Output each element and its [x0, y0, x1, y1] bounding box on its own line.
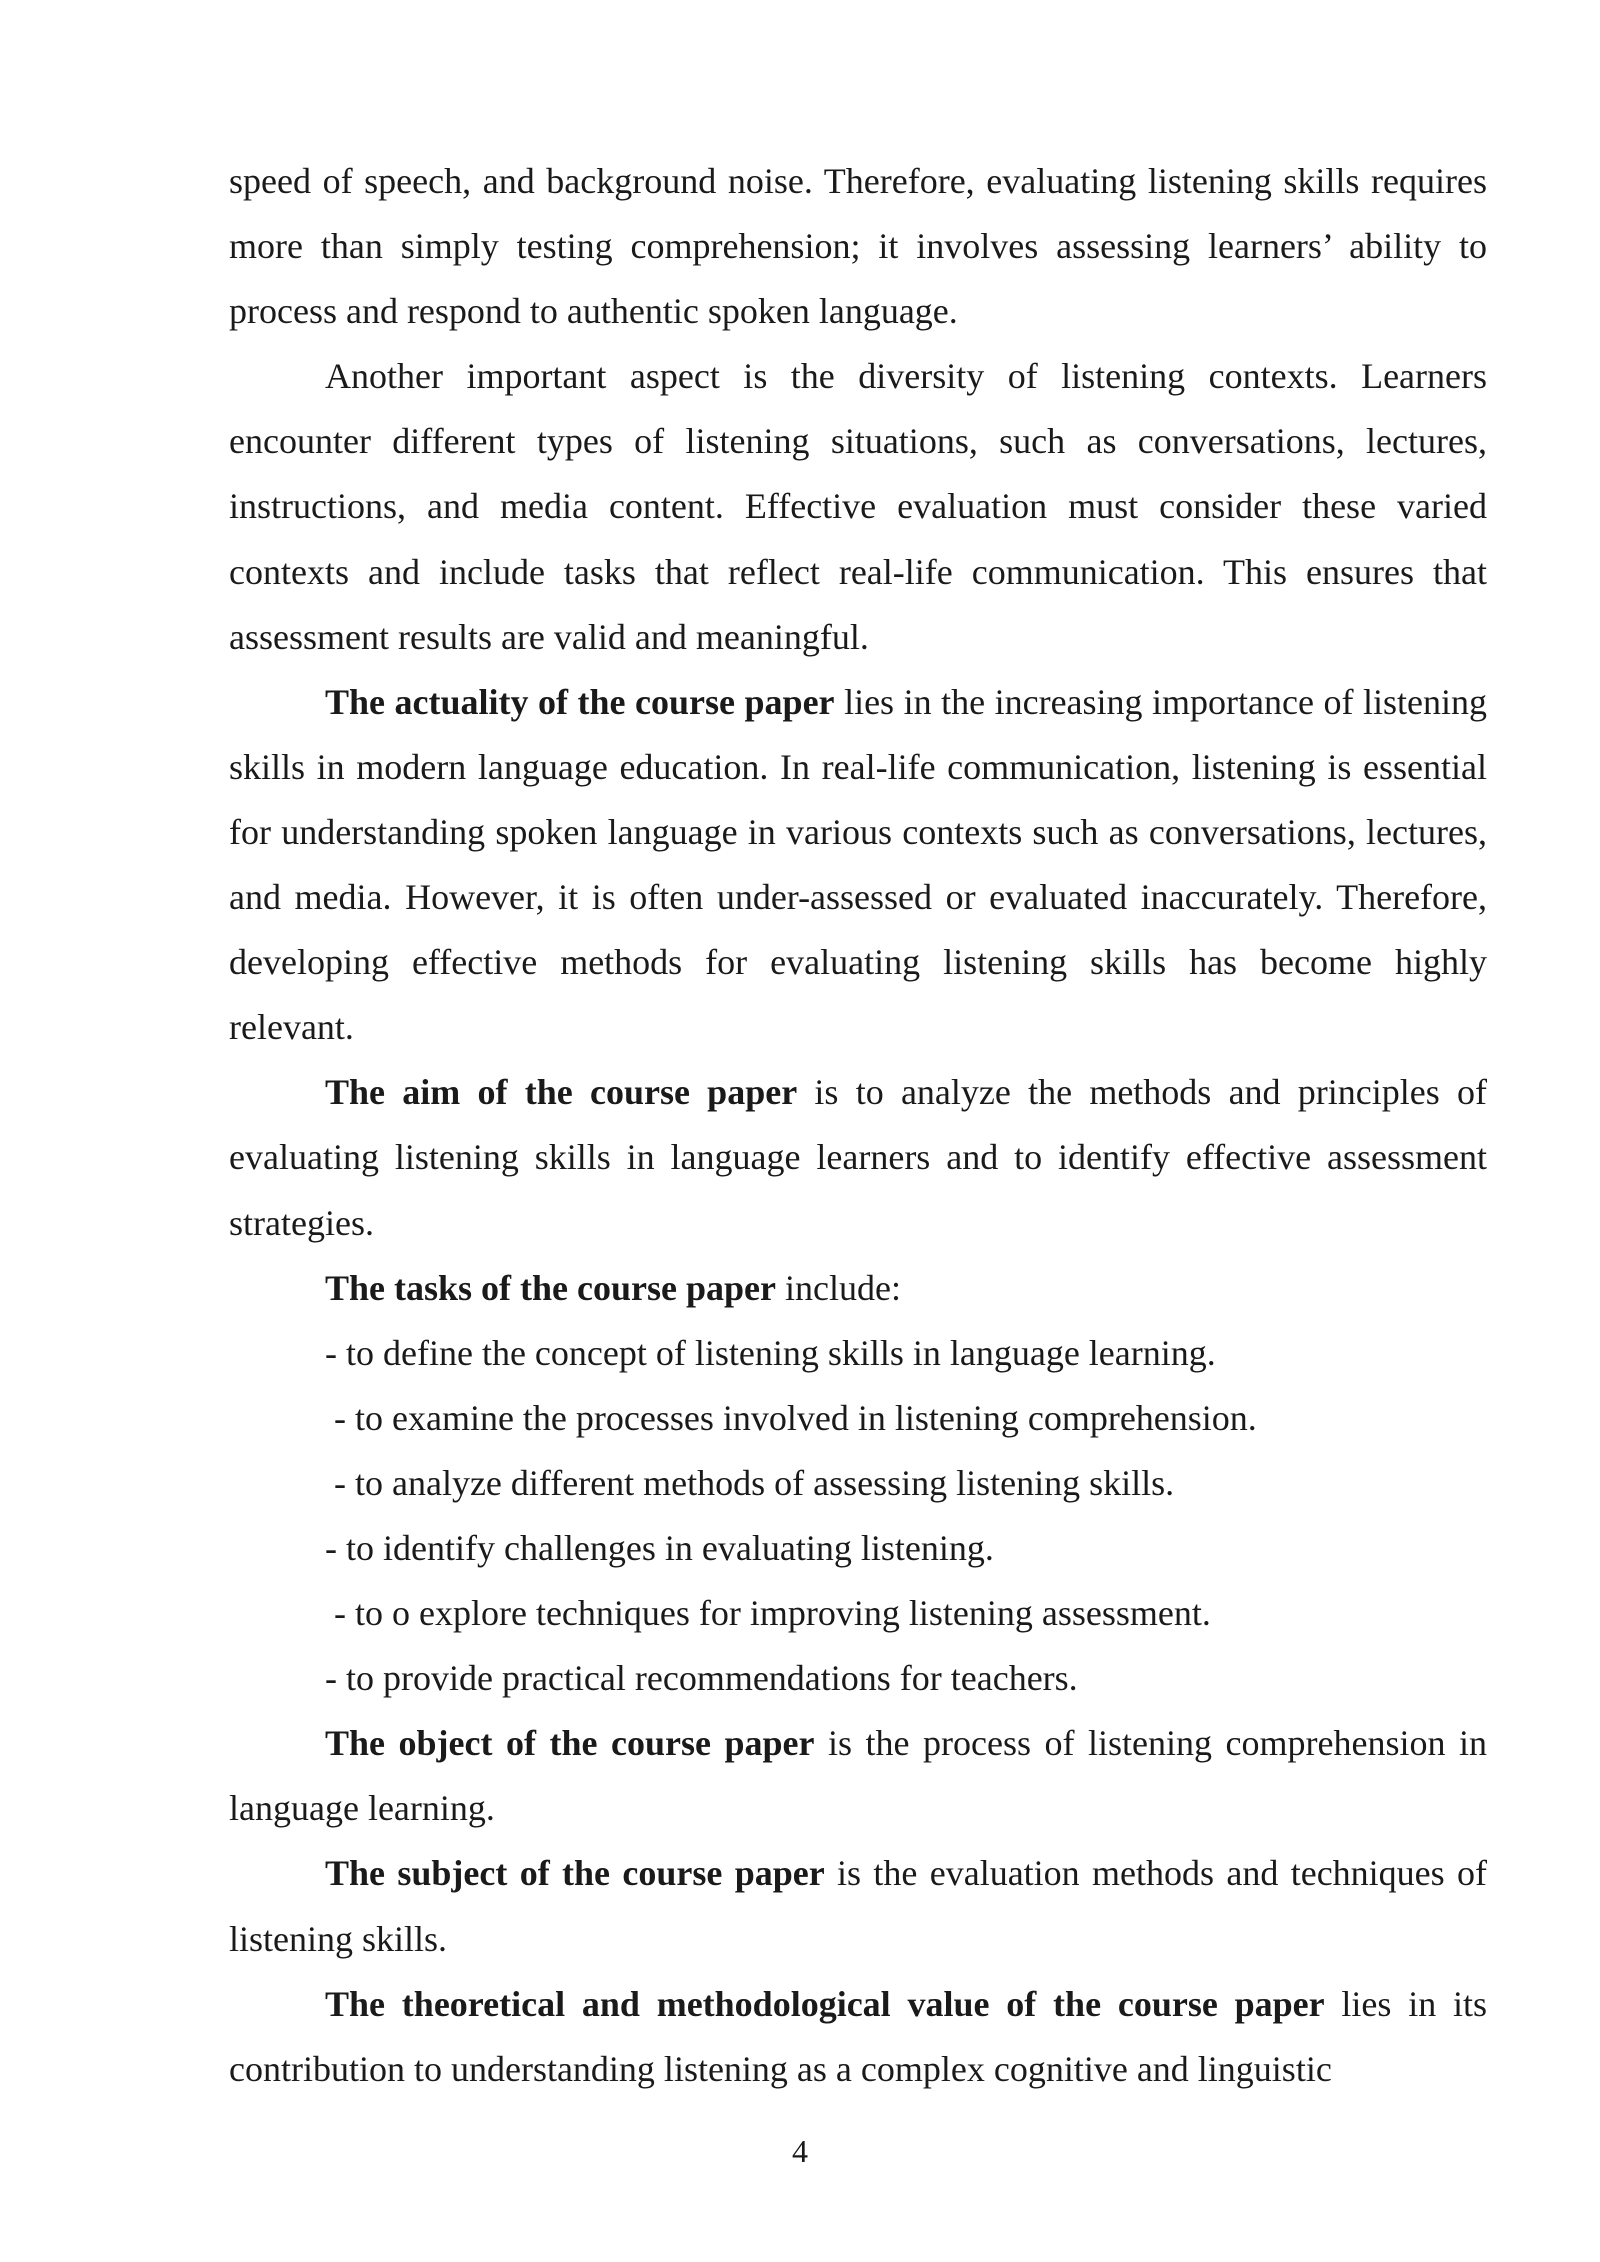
task-item: - to identify challenges in evaluating listening.: [325, 1527, 994, 1568]
page-number: 4: [792, 2133, 808, 2169]
paragraph-listening-contexts: Another important aspect is the diversity of listening contexts. Learners encounter different types of listening situations, such as conversations, lectures, instructions, and media content. Effective evaluation must consider these varied contexts and include tasks that reflect real-life communication. This ensures that assessment results are valid and meaningful.: [229, 356, 1487, 657]
tasks-heading: The tasks of the course paper: [325, 1267, 776, 1308]
body-text: [229, 149, 1487, 2102]
paragraph-object: [229, 1711, 1487, 1841]
task-item: - to analyze different methods of assessing listening skills.: [325, 1462, 1175, 1503]
task-item: - to o explore techniques for improving listening assessment.: [325, 1593, 1211, 1634]
object-heading: The object of the course paper: [325, 1723, 815, 1764]
aim-text: is to analyze the methods and principles of evaluating listening skills in language learners and to identify effective assessment strategies.: [229, 1072, 1487, 1243]
tasks-text: include:: [775, 1267, 901, 1308]
paragraph-aim: [229, 1060, 1487, 1255]
aim-heading: The aim of the course paper: [325, 1072, 798, 1113]
paragraph-continuation: speed of speech, and background noise. Therefore, evaluating listening skills requires more than simply testing comprehension; it involves assessing learners’ ability to process and respond to authentic spoken language.: [229, 161, 1487, 332]
actuality-text: lies in the increasing importance of listening skills in modern language education. In real-life communication, listening is essential for understanding spoken language in various contexts such as conversations, lectures, and media. However, it is often under-assessed or evaluated inaccurately. Therefore, developing effective methods for evaluating listening skills has become highly relevant.: [229, 681, 1488, 1048]
task-item: - to provide practical recommendations for teachers.: [325, 1658, 1078, 1699]
object-text: is the process of listening comprehension in language learning.: [229, 1723, 1487, 1829]
paragraph-tasks: [229, 1256, 1487, 1321]
task-item: - to define the concept of listening skills in language learning.: [325, 1332, 1216, 1373]
value-heading: The theoretical and methodological value of the course paper: [325, 1983, 1325, 2024]
actuality-heading: The actuality of the course paper: [325, 681, 835, 722]
task-item: - to examine the processes involved in listening comprehension.: [325, 1397, 1257, 1438]
paragraph-value: [229, 1972, 1487, 2102]
subject-text: is the evaluation methods and techniques of listening skills.: [229, 1853, 1487, 1959]
value-text: lies in its contribution to understanding listening as a complex cognitive and linguistic: [229, 1983, 1487, 2089]
paragraph-subject: [229, 1841, 1487, 1971]
subject-heading: The subject of the course paper: [325, 1853, 825, 1894]
paragraph-actuality: [229, 670, 1487, 1061]
